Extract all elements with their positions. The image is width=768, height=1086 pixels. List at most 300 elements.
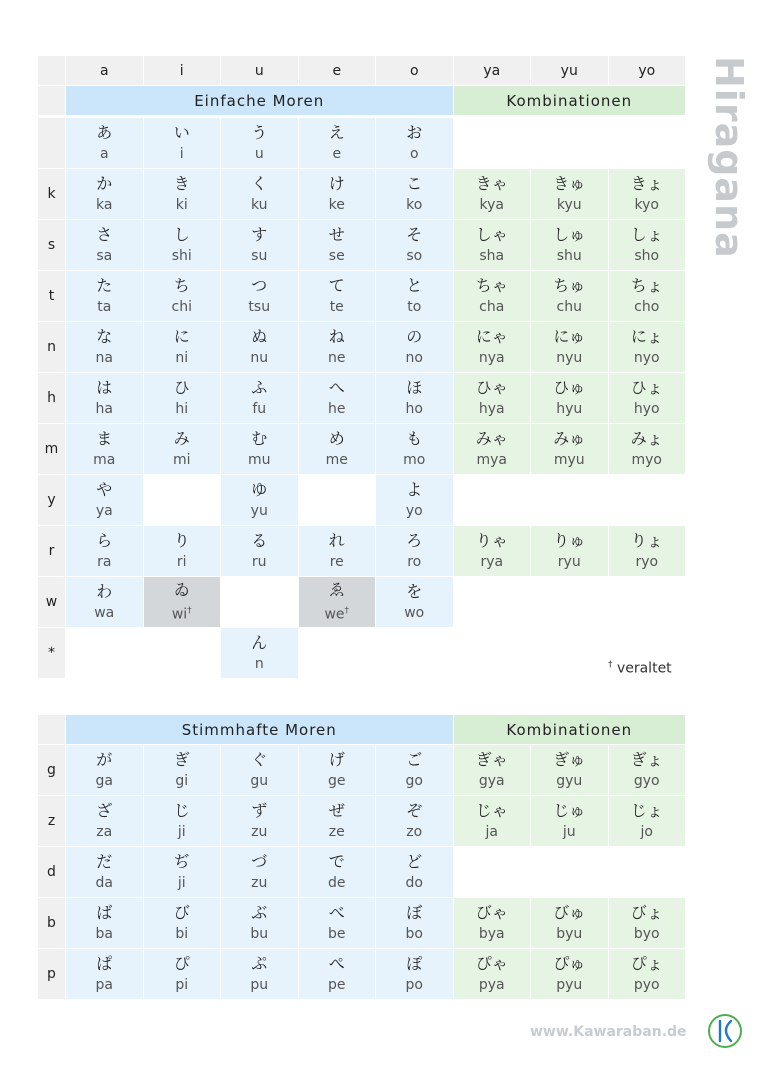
kana-char: く [251, 173, 268, 193]
romaji-label: shu [556, 247, 582, 264]
mora-cell-o [376, 118, 453, 168]
romaji-label: gyu [556, 772, 583, 789]
kana-char: ぬ [251, 326, 268, 346]
kana-char: ひ [173, 377, 190, 397]
mora-cell-ku [221, 169, 298, 219]
kana-char: ぽ [406, 953, 423, 973]
kana-char: びゃ [475, 902, 508, 922]
romaji-label: me [325, 451, 348, 468]
romaji-label: su [251, 247, 268, 264]
romaji-label: ta [97, 298, 112, 315]
mora-cell-fu [221, 373, 298, 423]
kana-char: ぜ [328, 800, 345, 820]
kana-char: ゑ [328, 579, 345, 599]
kana-char: ん [251, 632, 268, 652]
kana-char: ら [96, 530, 113, 550]
romaji-label: mi [172, 451, 191, 468]
romaji-label: ke [328, 196, 345, 213]
romaji-label: yo [405, 502, 423, 519]
row-label-b [38, 898, 65, 948]
mora-cell-de [299, 847, 376, 897]
row-label-g [38, 745, 65, 795]
mora-cell-da [66, 847, 143, 897]
romaji-label: bya [478, 925, 505, 942]
romaji-label: be [328, 925, 346, 942]
band-basic [66, 86, 453, 115]
mora-cell-chu [531, 271, 608, 321]
column-header-e [299, 56, 376, 85]
mora-cell-ji [144, 847, 221, 897]
mora-cell-so [376, 220, 453, 270]
romaji-label: ku [250, 196, 268, 213]
mora-cell-hyo [609, 373, 686, 423]
mora-cell-myo [609, 424, 686, 474]
row-label-h [38, 373, 65, 423]
kana-char: きゅ [553, 173, 586, 193]
kana-char: ぎゅ [553, 749, 586, 769]
romaji-label: pyo [633, 976, 660, 993]
kana-char: か [96, 173, 113, 193]
mora-cell-ni [144, 322, 221, 372]
mora-cell-yo [376, 475, 453, 525]
kana-char: れ [328, 530, 345, 550]
romaji-label: gu [250, 772, 269, 789]
kana-char: ひゅ [553, 377, 586, 397]
romaji-label: go [405, 772, 423, 789]
mora-cell-mu [221, 424, 298, 474]
kana-char: づ [251, 851, 268, 871]
romaji-label: wi† [171, 605, 192, 623]
romaji-label: fu [252, 400, 267, 417]
kana-char: ず [251, 800, 268, 820]
kana-char: びょ [630, 902, 663, 922]
row-label-y [38, 475, 65, 525]
romaji-label: de [328, 874, 346, 891]
romaji-label: myo [631, 451, 662, 468]
mora-cell-ze [299, 796, 376, 846]
mora-cell-i [144, 118, 221, 168]
romaji-label: we† [324, 605, 350, 623]
mora-cell-zo [376, 796, 453, 846]
mora-cell-yu [221, 475, 298, 525]
kana-char: ぺ [328, 953, 345, 973]
romaji-label: zu [251, 874, 268, 891]
romaji-label: i [179, 145, 184, 162]
kana-char: ぶ [251, 902, 268, 922]
kana-char: りゅ [553, 530, 586, 550]
mora-cell-pi [144, 949, 221, 999]
kana-char: じゃ [475, 800, 508, 820]
mora-cell-se [299, 220, 376, 270]
row-label-m [38, 424, 65, 474]
kana-char: にゃ [475, 326, 508, 346]
kana-char: ぢ [173, 851, 190, 871]
kana-char: ぎゃ [475, 749, 508, 769]
mora-cell-pyo [609, 949, 686, 999]
romaji-label: ko [406, 196, 423, 213]
kana-char: で [328, 851, 345, 871]
romaji-label: e [332, 145, 342, 162]
kana-char: げ [328, 749, 345, 769]
romaji-label: jo [640, 823, 653, 840]
mora-cell-ri [144, 526, 221, 576]
mora-cell-mya [454, 424, 531, 474]
column-header-o [376, 56, 453, 85]
romaji-label: rya [480, 553, 504, 570]
band-combinations-label: Kombinationen [506, 91, 633, 110]
romaji-label: re [329, 553, 344, 570]
romaji-label: sa [96, 247, 113, 264]
mora-cell-we [299, 577, 376, 627]
mora-cell-nyu [531, 322, 608, 372]
kana-char: ちょ [630, 275, 663, 295]
mora-cell-ro [376, 526, 453, 576]
mora-cell-ga [66, 745, 143, 795]
romaji-label: no [405, 349, 423, 366]
mora-cell-bi [144, 898, 221, 948]
kana-char: え [328, 122, 345, 142]
romaji-label: u [254, 145, 264, 162]
mora-cell-n [221, 628, 298, 678]
romaji-label: ji [177, 874, 186, 891]
row-label-text: g [47, 762, 56, 778]
kana-char: あ [96, 122, 113, 142]
kana-char: る [251, 530, 268, 550]
kana-char: みゃ [475, 428, 508, 448]
mora-cell-ki [144, 169, 221, 219]
kana-char: ま [96, 428, 113, 448]
band-combinations [454, 715, 686, 744]
kana-char: ほ [406, 377, 423, 397]
kana-char: みゅ [553, 428, 586, 448]
mora-cell-shu [531, 220, 608, 270]
row-label-w [38, 577, 65, 627]
kana-char: た [96, 275, 113, 295]
kana-char: ぴゅ [553, 953, 586, 973]
romaji-label: cha [479, 298, 505, 315]
kana-char: びゅ [553, 902, 586, 922]
mora-cell-ka [66, 169, 143, 219]
romaji-label: nyo [633, 349, 660, 366]
band-basic-label: Stimmhafte Moren [181, 720, 337, 739]
row-label-text: * [48, 645, 55, 661]
mora-cell-sha [454, 220, 531, 270]
obsolete-mark: † [187, 605, 192, 616]
romaji-label: n [254, 655, 264, 672]
kana-char: きょ [630, 173, 663, 193]
mora-cell-te [299, 271, 376, 321]
row-label-d [38, 847, 65, 897]
kana-char: ぴ [173, 953, 190, 973]
band-basic [66, 715, 453, 744]
romaji-label: na [95, 349, 113, 366]
kana-char: ど [406, 851, 423, 871]
romaji-label: ra [97, 553, 112, 570]
kana-char: へ [328, 377, 345, 397]
kana-char: め [328, 428, 345, 448]
mora-cell-za [66, 796, 143, 846]
romaji-label: hi [175, 400, 189, 417]
kana-char: お [406, 122, 423, 142]
row-label-text: s [47, 237, 56, 253]
kana-char: にゅ [553, 326, 586, 346]
kana-char: が [96, 749, 113, 769]
row-label-text: t [48, 288, 55, 304]
kana-char: ちゅ [553, 275, 586, 295]
romaji-label: kya [479, 196, 504, 213]
mora-cell-be [299, 898, 376, 948]
row-label-z [38, 796, 65, 846]
romaji-label: kyo [634, 196, 659, 213]
kana-char: し [173, 224, 190, 244]
kana-char: しゅ [553, 224, 586, 244]
mora-cell-jo [609, 796, 686, 846]
mora-cell-wi [144, 577, 221, 627]
mora-cell-ryu [531, 526, 608, 576]
romaji-label: ryo [635, 553, 659, 570]
mora-cell-ne [299, 322, 376, 372]
romaji-label: wo [404, 604, 425, 621]
romaji-label: pya [478, 976, 505, 993]
romaji-label: ha [95, 400, 113, 417]
website-url: www.Kawaraban.de [530, 1024, 687, 1040]
kana-char: ぱ [96, 953, 113, 973]
romaji-label: ba [95, 925, 113, 942]
romaji-label: nya [478, 349, 505, 366]
romaji-label: ka [96, 196, 113, 213]
mora-cell-shi [144, 220, 221, 270]
kana-char: さ [96, 224, 113, 244]
kana-char: ば [96, 902, 113, 922]
romaji-label: bu [250, 925, 269, 942]
kana-char: の [406, 326, 423, 346]
kana-char: な [96, 326, 113, 346]
band-combinations-label: Kombinationen [506, 720, 633, 739]
mora-cell-mi [144, 424, 221, 474]
mora-cell-ke [299, 169, 376, 219]
mora-cell-pyu [531, 949, 608, 999]
row-label-text: k [47, 186, 56, 202]
row-label-text: n [47, 339, 56, 355]
column-header-corner [38, 56, 65, 85]
mora-cell-gi [144, 745, 221, 795]
romaji-label: mya [476, 451, 507, 468]
kawaraban-logo-icon [707, 1013, 743, 1049]
kana-char: に [173, 326, 190, 346]
romaji-label: bi [175, 925, 189, 942]
row-label-text: h [47, 390, 56, 406]
mora-cell-ma [66, 424, 143, 474]
romaji-label: ju [562, 823, 576, 840]
kana-char: ご [406, 749, 423, 769]
mora-cell-nyo [609, 322, 686, 372]
kana-char: を [406, 581, 423, 601]
mora-cell-u [221, 118, 298, 168]
kana-char: や [96, 479, 113, 499]
mora-cell-nu [221, 322, 298, 372]
kana-char: りょ [630, 530, 663, 550]
obsolete-mark: † [344, 605, 350, 616]
kana-char: しょ [630, 224, 663, 244]
romaji-label: yu [250, 502, 268, 519]
mora-cell-hyu [531, 373, 608, 423]
kana-char: ふ [251, 377, 268, 397]
kana-char: りゃ [475, 530, 508, 550]
romaji-label: hyo [633, 400, 660, 417]
mora-cell-su [221, 220, 298, 270]
kana-char: よ [406, 479, 423, 499]
mora-cell-kyo [609, 169, 686, 219]
mora-cell-gyu [531, 745, 608, 795]
mora-cell-e [299, 118, 376, 168]
kana-char: ぴょ [630, 953, 663, 973]
mora-cell-na [66, 322, 143, 372]
mora-cell-cha [454, 271, 531, 321]
romaji-label: kyu [556, 196, 582, 213]
mora-cell-re [299, 526, 376, 576]
kana-char: ひょ [630, 377, 663, 397]
mora-cell-cho [609, 271, 686, 321]
kana-char: ゐ [173, 579, 190, 599]
mora-cell-sho [609, 220, 686, 270]
row-label-p [38, 949, 65, 999]
mora-cell-ra [66, 526, 143, 576]
band-combinations [454, 86, 686, 115]
mora-cell-ji [144, 796, 221, 846]
romaji-label: o [409, 145, 419, 162]
mora-cell-chi [144, 271, 221, 321]
romaji-label: bo [405, 925, 423, 942]
mora-cell-ba [66, 898, 143, 948]
mora-cell-ta [66, 271, 143, 321]
row-label-t [38, 271, 65, 321]
mora-cell-sa [66, 220, 143, 270]
mora-cell-rya [454, 526, 531, 576]
mora-cell-me [299, 424, 376, 474]
romaji-label: zo [406, 823, 423, 840]
column-header-a [66, 56, 143, 85]
row-label-k [38, 169, 65, 219]
mora-cell-kya [454, 169, 531, 219]
row-label-r [38, 526, 65, 576]
romaji-label: hyu [556, 400, 583, 417]
romaji-label: ki [175, 196, 188, 213]
mora-cell-ha [66, 373, 143, 423]
kana-char: ち [173, 275, 190, 295]
romaji-label: mu [247, 451, 271, 468]
romaji-label: chu [556, 298, 582, 315]
romaji-label: pyu [556, 976, 583, 993]
kana-char: にょ [630, 326, 663, 346]
mora-cell-ru [221, 526, 298, 576]
mora-cell-byu [531, 898, 608, 948]
mora-cell-pa [66, 949, 143, 999]
kana-char: ろ [406, 530, 423, 550]
mora-cell-hi [144, 373, 221, 423]
column-header-label: e [332, 62, 342, 79]
romaji-label: nyu [556, 349, 583, 366]
romaji-label: gyo [633, 772, 660, 789]
romaji-label: tsu [248, 298, 271, 315]
row-label-text: b [47, 915, 56, 931]
romaji-label: wa [94, 604, 115, 621]
romaji-label: pi [175, 976, 189, 993]
mora-cell-ju [531, 796, 608, 846]
kana-char: む [251, 428, 268, 448]
romaji-label: ryu [557, 553, 581, 570]
kana-char: みょ [630, 428, 663, 448]
mora-cell-gu [221, 745, 298, 795]
romaji-label: ro [407, 553, 422, 570]
romaji-label: da [95, 874, 113, 891]
column-header-yu [531, 56, 608, 85]
row-label-text: z [47, 813, 56, 829]
mora-cell-zu [221, 847, 298, 897]
kana-char: け [328, 173, 345, 193]
kana-char: そ [406, 224, 423, 244]
footnote-obsolete [608, 660, 672, 677]
romaji-label: he [328, 400, 346, 417]
mora-cell-tsu [221, 271, 298, 321]
romaji-label: hya [478, 400, 505, 417]
kana-char: ぐ [251, 749, 268, 769]
mora-cell-no [376, 322, 453, 372]
romaji-label: zu [251, 823, 268, 840]
romaji-label: ya [95, 502, 113, 519]
romaji-label: a [99, 145, 109, 162]
romaji-label: ru [251, 553, 267, 570]
kana-char: ぎ [173, 749, 190, 769]
mora-cell-ryo [609, 526, 686, 576]
column-header-u [221, 56, 298, 85]
column-header-label: yu [560, 62, 578, 79]
mora-cell-hya [454, 373, 531, 423]
kana-char: み [173, 428, 190, 448]
mora-cell-pya [454, 949, 531, 999]
band-row-label [38, 715, 65, 744]
kana-char: ぷ [251, 953, 268, 973]
mora-cell-zu [221, 796, 298, 846]
kana-char: き [173, 173, 190, 193]
kana-char: じゅ [553, 800, 586, 820]
romaji-label: te [329, 298, 344, 315]
row-label-text: p [47, 966, 56, 982]
row-label-s [38, 220, 65, 270]
mora-cell-do [376, 847, 453, 897]
kana-char: ざ [96, 800, 113, 820]
kana-char: つ [251, 275, 268, 295]
column-header-label: o [409, 62, 419, 79]
row-label-n [38, 322, 65, 372]
mora-cell-go [376, 745, 453, 795]
kana-char: ひゃ [475, 377, 508, 397]
column-header-yo [609, 56, 686, 85]
romaji-label: to [407, 298, 422, 315]
column-header-label: i [179, 62, 184, 79]
row-label-text: y [47, 492, 56, 508]
column-header-ya [454, 56, 531, 85]
row-label-text: m [44, 441, 59, 457]
mora-cell-bu [221, 898, 298, 948]
romaji-label: ma [93, 451, 116, 468]
romaji-label: ga [95, 772, 113, 789]
romaji-label: pu [250, 976, 269, 993]
romaji-label: ji [177, 823, 186, 840]
romaji-label: so [406, 247, 423, 264]
kana-char: だ [96, 851, 113, 871]
romaji-label: ni [175, 349, 189, 366]
kana-char: ぎょ [630, 749, 663, 769]
